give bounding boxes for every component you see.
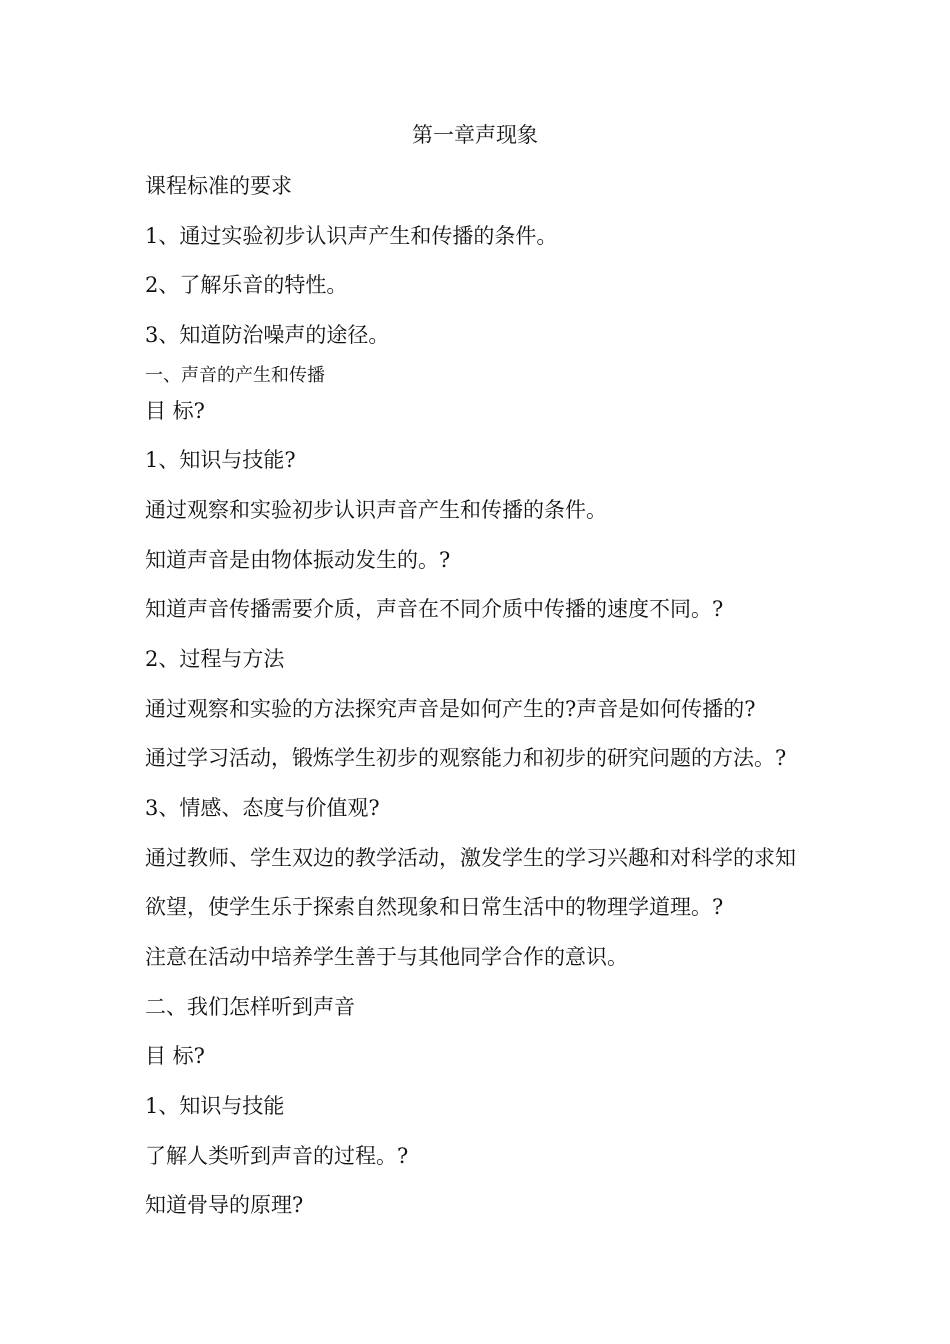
subheading-line: 1、知识与技能 <box>145 1094 285 1118</box>
paragraph-line: 注意在活动中培养学生善于与其他同学合作的意识。 <box>145 945 628 969</box>
paragraph-line: 2、了解乐音的特性。 <box>145 273 348 297</box>
paragraph-line: 1、通过实验初步认识声产生和传播的条件。 <box>145 224 558 248</box>
goal-heading: 目 标? <box>145 1044 205 1068</box>
subheading-line: 2、过程与方法 <box>145 647 285 671</box>
paragraph-line: 知道骨导的原理? <box>145 1193 304 1217</box>
subheading-line: 1、知识与技能? <box>145 448 296 472</box>
paragraph-line: 了解人类听到声音的过程。? <box>145 1144 409 1168</box>
paragraph-line: 通过教师、学生双边的教学活动，激发学生的学习兴趣和对科学的求知 <box>145 846 796 870</box>
paragraph-line: 通过观察和实验的方法探究声音是如何产生的?声音是如何传播的? <box>145 697 756 721</box>
section-heading-curriculum: 课程标准的要求 <box>145 174 292 198</box>
goal-heading: 目 标? <box>145 399 205 423</box>
paragraph-line: 欲望，使学生乐于探索自然现象和日常生活中的物理学道理。? <box>145 895 724 919</box>
paragraph-line: 通过观察和实验初步认识声音产生和传播的条件。 <box>145 498 607 522</box>
paragraph-line: 通过学习活动，锻炼学生初步的观察能力和初步的研究问题的方法。? <box>145 746 787 770</box>
section-heading-1: 一、声音的产生和传播 <box>145 365 325 386</box>
chapter-title: 第一章声现象 <box>412 123 538 147</box>
subheading-line: 3、情感、态度与价值观? <box>145 796 380 820</box>
paragraph-line: 3、知道防治噪声的途径。 <box>145 323 390 347</box>
section-heading-2: 二、我们怎样听到声音 <box>145 995 355 1019</box>
paragraph-line: 知道声音是由物体振动发生的。? <box>145 548 451 572</box>
paragraph-line: 知道声音传播需要介质，声音在不同介质中传播的速度不同。? <box>145 597 724 621</box>
